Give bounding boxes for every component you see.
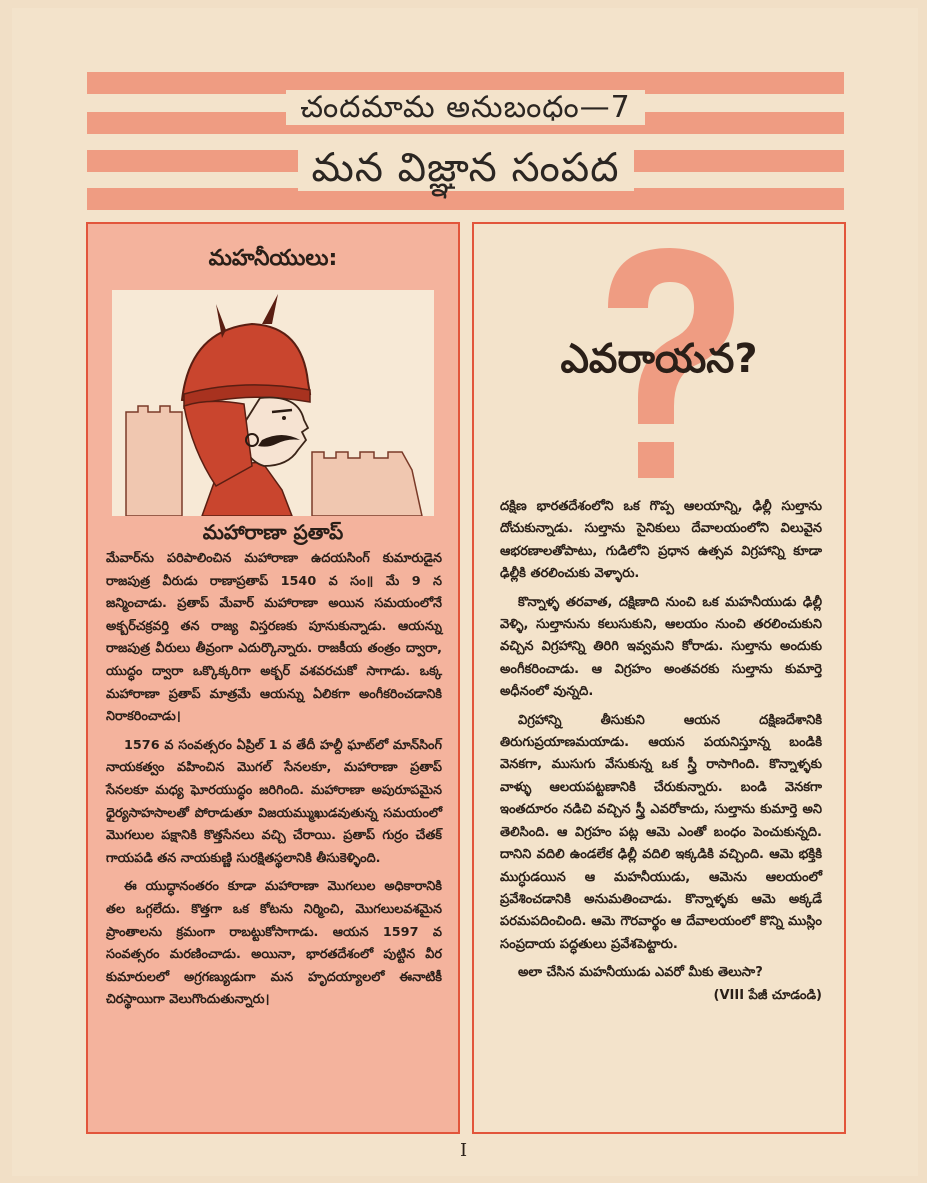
article-paragraph-2: 1576 వ సంవత్సరం ఏప్రిల్ 1 వ తేదీ హల్దీ ఘాట్‌లో మాన్‌సింగ్ నాయకత్వం వహించిన మొగల్ సేనలకూ, మహారాణా ప్రతాప్ సేనలకూ మధ్య ఘోరయుద్ధం జరిగింది. మహారాణా అపురూపమైన ధైర్యసాహసాలతో పోరాడుతూ విజయమ్ముఖుడవుతున్న సమయంలో మొగలుల పక్షానికి కొత్తసేనలు వచ్చి చేరాయి. ప్రతాప్ గుర్రం చేతక్ గాయపడి తన నాయకుణ్ణి సురక్షితస్థలానికి తీసుకెళ్ళింది. [106,737,442,866]
article-paragraph-3: ఈ యుద్ధానంతరం కూడా మహారాణా మొగలుల అధికారానికి తల ఒగ్గలేదు. కొత్తగా ఒక కోటను నిర్మించి, మొగలులవశమైన ప్రాంతాలను క్రమంగా రాబట్టుకోసాగాడు. ఆయన 1597 వ సంవత్సరం మరణించాడు. అయినా, భారతదేశంలో పుట్టిన వీర కుమారులలో అగ్రగణ్యుడుగా మన హృదయ్యాలలో ఈనాటికీ చిరస్థాయిగా వెలుగొందుతున్నారు। [106,879,442,1008]
section-title: మహనీయులు: [208,246,338,271]
header-title-line2: మన విజ్ఞాన సంపద [87,145,844,201]
see-page-reference: (VIII పేజీ చూడండి) [713,987,822,1003]
mahaniyulu-article [106,548,442,1018]
who-is-he-article [500,496,822,1007]
story-paragraph-3: విగ్రహాన్ని తీసుకుని ఆయన దక్షిణదేశానికి తిరుగుప్రయాణమయాడు. ఆయన పయనిస్తూన్న బండికి వెనకగా, ముసుగు వేసుకున్న ఒక స్త్రీ రాసాగింది. కొన్నాళ్ళకు వాళ్ళు ఆలయపట్టణానికి చేరుకున్నారు. బండి వెనకగా ఇంతదూరం నడిచి వచ్చిన స్త్రీ ఎవరోకాదు, సుల్తాను కుమార్తె అని తెలిసింది. ఆ విగ్రహం పట్ల ఆమె ఎంతో బంధం పెంచుకున్నది. దానిని వదిలి ఉండలేక ఢిల్లీ వదిలి ఇక్కడికి వచ్చింది. ఆమె భక్తికి ముగ్ధుడయిన ఆ మహనీయుడు, ఆమెను ఆలయంలో ప్రవేశించడానికి అనుమతించాడు. కొన్నాళ్ళకు ఆమె అక్కడే పరమపదించింది. ఆమె గౌరవార్థం ఆ దేవాలయంలో కొన్ని ముస్లిం సంప్రదాయ పద్ధతులు ప్రవేశపెట్టారు. [500,712,822,952]
page-number: I [459,1140,468,1161]
who-is-he-panel [472,222,846,1134]
story-paragraph-1: దక్షిణ భారతదేశంలోని ఒక గొప్ప ఆలయాన్ని, ఢిల్లీ సుల్తాను దోచుకున్నాడు. సుల్తాను సైనికులు దేవాలయంలోని విలువైన ఆభరణాలతోపాటు, గుడిలోని ప్రధాన ఉత్సవ విగ్రహాన్ని కూడా ఢిల్లీకి తరలించుకు వెళ్ళారు. [500,499,822,582]
portrait-illustration [112,290,434,516]
mahaniyulu-panel [86,222,460,1134]
who-is-he-title: ఎవరాయన? [560,336,758,382]
story-paragraph-2: కొన్నాళ్ళ తరవాత, దక్షిణాది నుంచి ఒక మహనీయుడు ఢిల్లీ వెళ్ళి, సుల్తానును కలుసుకుని, ఆలయం నుంచి తరలించుకుని వచ్చిన విగ్రహాన్ని తిరిగి ఇవ్వమని కోరాడు. సుల్తాను అందుకు అంగీకరించాడు. ఆ విగ్రహం అంతవరకు సుల్తాను కుమార్తె అధీనంలో వున్నది. [500,594,822,700]
closing-question: అలా చేసిన మహనీయుడు ఎవరో మీకు తెలుసా? (VIII పేజీ చూడండి) [500,962,822,984]
article-paragraph-1: మేవార్‌ను పరిపాలించిన మహారాణా ఉదయసింగ్ కుమారుడైన రాజపుత్ర వీరుడు రాణాప్రతాప్ 1540 వ సం॥ మే 9 న జన్మించాడు. ప్రతాప్ మేవార్ మహారాణా అయిన సమయంలోనే అక్బర్‌చక్రవర్తి తన రాజ్య విస్తరణకు పూనుకున్నాడు. ఆయన్ను రాజపుత్ర వీరులు తీవ్రంగా ఎదుర్కొన్నారు. రాజకీయ తంత్రం ద్వారా, యుద్ధం ద్వారా ఒక్కొక్కరిగా అక్బర్ వశవరచుకో సాగాడు. ఒక్క మహారాణా ప్రతాప్ మాత్రమే ఆయన్ను ఏలికగా అంగీకరించడానికి నిరాకరించాడు। [106,551,442,725]
portrait-caption: మహారాణా ప్రతాప్ [202,520,344,544]
header-title-line1: చందమామ అనుబంధం—7 [87,90,844,132]
